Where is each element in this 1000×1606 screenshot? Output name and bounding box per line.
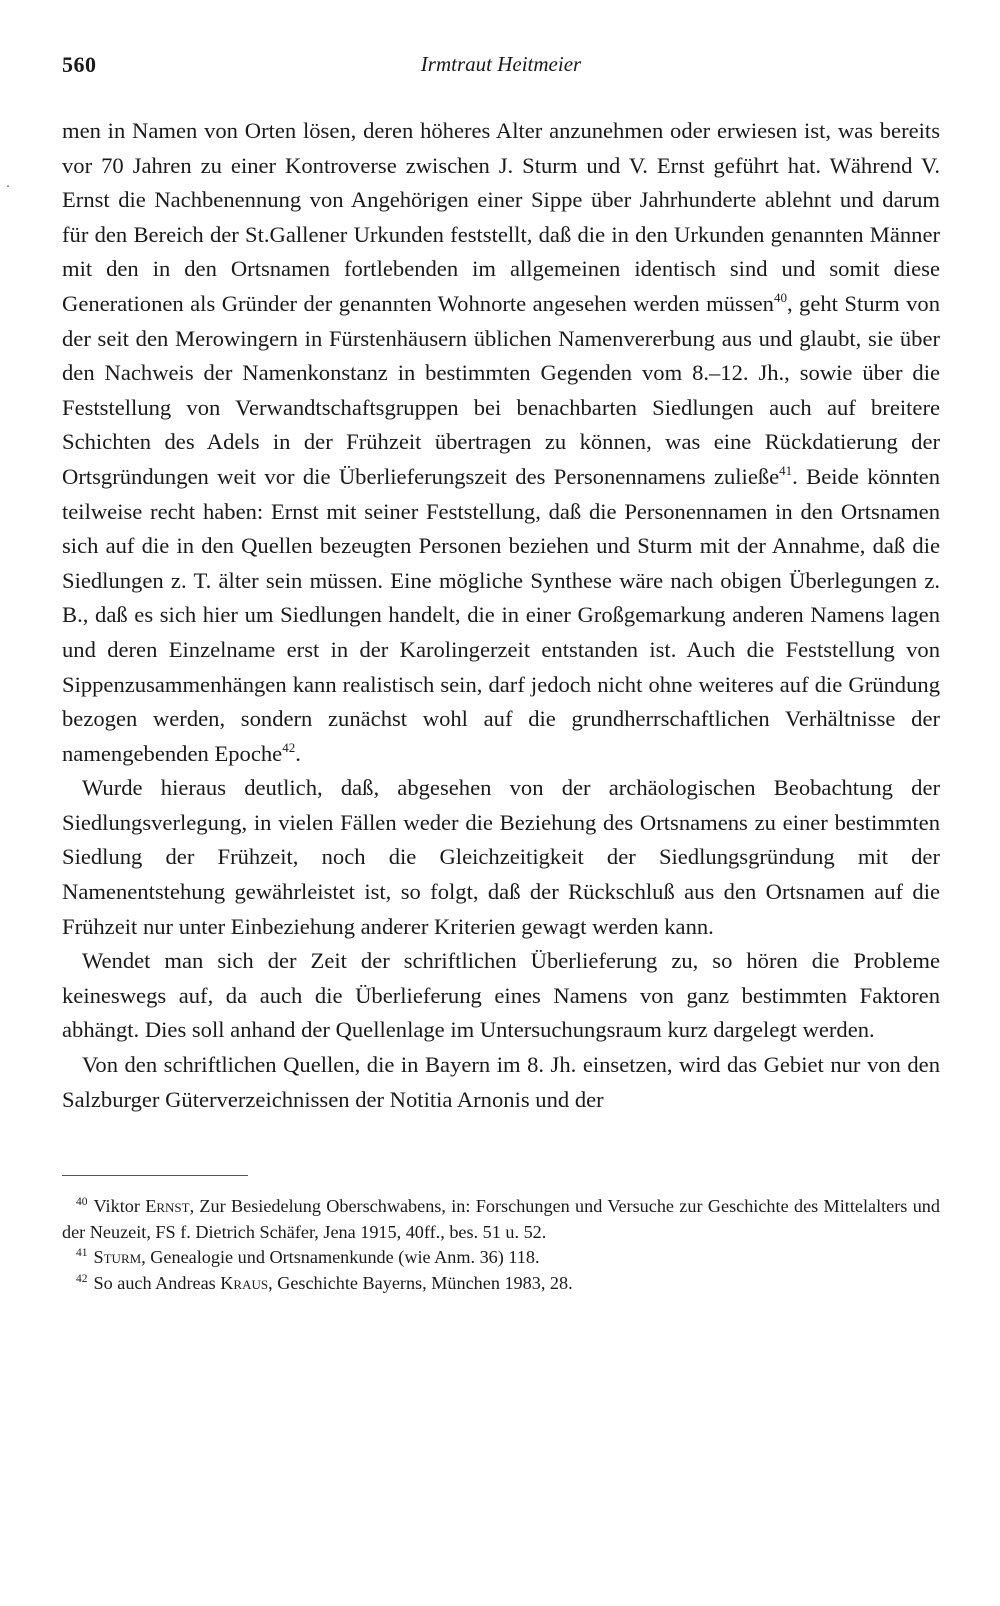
footnote-ref-40[interactable]: 40 — [773, 289, 787, 305]
paragraph-3: Wendet man sich der Zeit der schriftlichen Überlieferung zu, so hören die Probleme keineswegs auf, da auch die Überlieferung eines Namens von ganz bestimmten Faktoren abhängt. Dies soll anhand der Quellenlage im Untersuchungsraum kurz dargelegt werden. — [62, 948, 940, 1043]
running-head — [62, 52, 940, 88]
paragraph-4: Von den schriftlichen Quellen, die in Bayern im 8. Jh. einsetzen, wird das Gebiet nur von den Salzburger Güterverzeichnissen der Notitia Arnonis und der — [62, 1052, 940, 1112]
footnote-divider — [62, 1175, 248, 1176]
book-page — [62, 52, 940, 1296]
running-head-author: Irmtraut Heitmeier — [420, 52, 582, 76]
footnote-ref-42[interactable]: 42 — [282, 739, 296, 755]
footnote-text: , Genealogie und Ortsnamenkunde (wie Anm. 36) 118. — [141, 1247, 540, 1268]
footnote-40 — [62, 1194, 940, 1245]
footnote-author-name: Kraus — [220, 1272, 269, 1293]
footnote-number: 41 — [76, 1247, 88, 1260]
footnote-author-name: Sturm — [93, 1247, 142, 1268]
footnote-author-name: Ernst — [145, 1196, 190, 1217]
footnote-number: 40 — [76, 1196, 88, 1209]
footnote-text: , Geschichte Bayerns, München 1983, 28. — [268, 1272, 573, 1293]
footnote-text: Viktor — [93, 1196, 146, 1217]
paragraph-1-part-2: , geht Sturm von der seit den Merowingern in Fürstenhäusern üblichen Namenvererbung aus und glaubt, sie über den Nachweis der Namenkonstanz in bestimmten Gegenden vom 8.–12. Jh., sowie über die Feststellung von Verwandtschaftsgruppen bei benachbarten Siedlungen auch auf breitere Schichten des Adels in der Frühzeit übertragen zu können, was eine Rückdatierung der Ortsgründungen weit vor die Überlieferungszeit des Personennamens zuließe — [62, 290, 940, 489]
footnote-42 — [62, 1271, 940, 1297]
paragraph-2: Wurde hieraus deutlich, daß, abgesehen von der archäologischen Beobachtung der Siedlungsverlegung, in vielen Fällen weder die Beziehung des Ortsnamens zu einer bestimmten Siedlung der Frühzeit, noch die Gleichzeitigkeit der Siedlungsgründung mit der Namenentstehung gewährleistet ist, so folgt, daß der Rückschluß aus den Ortsnamen auf die Frühzeit nur unter Einbeziehung anderer Kriterien gewagt werden kann. — [62, 775, 940, 939]
paragraph-1-part-1: men in Namen von Orten lösen, deren höheres Alter anzunehmen oder erwiesen ist, was bereits vor 70 Jahren zu einer Kontroverse zwischen J. Sturm und V. Ernst geführt hat. Während V. Ernst die Nachbenennung von Angehörigen einer Sippe über Jahrhunderte ablehnt und darum für den Bereich der St.Gallener Urkunden feststellt, daß die in den Urkunden genannten Männer mit den in den Ortsnamen fortlebenden im allgemeinen identisch sind und somit diese Generationen als Gründer der genannten Wohnorte angesehen werden müssen — [62, 118, 940, 316]
margin-mark: ․ — [6, 176, 11, 190]
footnotes — [62, 1194, 940, 1296]
footnote-number: 42 — [76, 1272, 88, 1285]
main-text — [62, 114, 940, 1117]
paragraph-1-part-3: . Beide könnten teilweise recht haben: Ernst mit seiner Feststellung, daß die Personennamen in den Ortsnamen sich auf die in den Quellen bezeugten Personen beziehen und Sturm mit der Annahme, daß die Siedlungen z. T. älter sein müssen. Eine mögliche Synthese wäre nach obigen Überlegungen z. B., daß es sich hier um Siedlungen handelt, die in einer Großgemarkung anderen Namens lagen und deren Einzelname erst in der Karolingerzeit entstanden ist. Auch die Feststellung von Sippenzusammenhängen kann realistisch sein, darf jedoch nicht ohne weiteres auf die Gründung bezogen werden, sondern zunächst wohl auf die grundherrschaftlichen Verhältnisse der namengebenden Epoche — [62, 463, 940, 766]
footnote-text: So auch Andreas — [93, 1272, 221, 1293]
paragraph-1-part-4: . — [295, 740, 301, 766]
page-number: 560 — [62, 52, 97, 77]
footnote-ref-41[interactable]: 41 — [779, 462, 793, 478]
footnote-text: , Zur Besiedelung Oberschwabens, in: Forschungen und Versuche zur Geschichte des Mittelalters und der Neuzeit, FS f. Dietrich Schäfer, Jena 1915, 40ff., bes. 51 u. 52. — [62, 1196, 940, 1242]
paragraph-1 — [62, 114, 940, 771]
footnote-41 — [62, 1245, 940, 1271]
